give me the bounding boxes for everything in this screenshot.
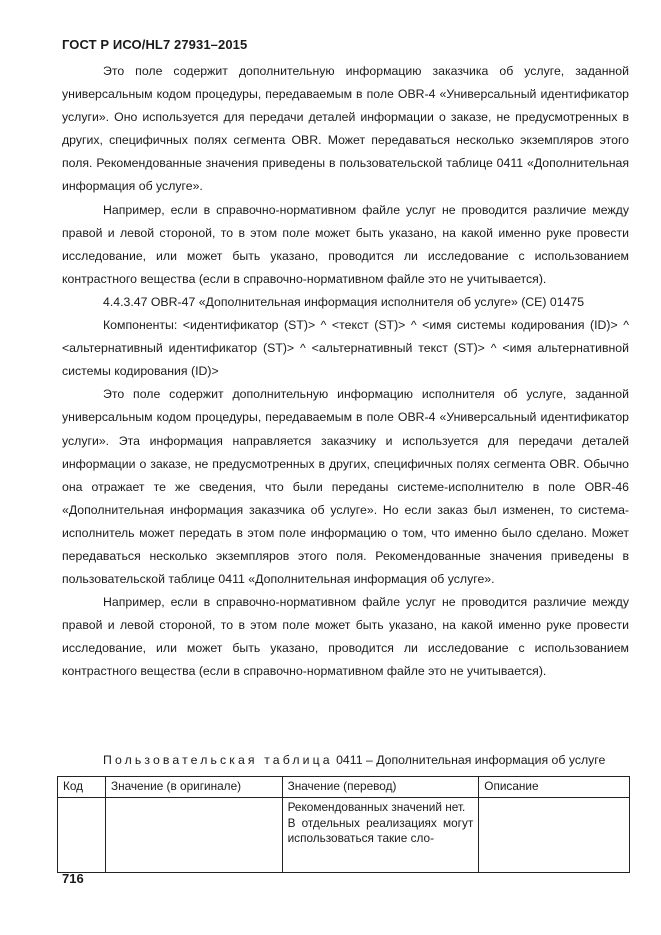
- paragraph: Компоненты: <идентификатор (ST)> ^ <текст (ST)> ^ <имя системы кодирования (ID)> ^ <альтернативный идентификатор (ST)> ^ <альтернативный текст (ST)> ^ <имя альтернативной системы кодирования (ID)>: [62, 318, 629, 379]
- translation-line: В отдельных реализациях могут использоваться такие сло-: [287, 815, 474, 845]
- cell-code: [58, 798, 106, 873]
- paragraph: Это поле содержит дополнительную информацию заказчика об услуге, заданной универсальным кодом процедуры, передаваемым в поле OBR-4 «Универсальный идентификатор услуги». Оно используется для передачи деталей информации о заказе, не предусмотренных в других, специфичных полях сегмента OBR. Может передаваться несколько экземпляров этого поля. Рекомендованные значения приведены в пользовательской таблице 0411 «Дополнительная информация об услуге».: [62, 64, 629, 194]
- user-table-0411: [57, 776, 630, 873]
- column-header-original: Значение (в оригинале): [105, 777, 282, 798]
- column-header-code: Код: [58, 777, 106, 798]
- cell-translation: [282, 798, 479, 873]
- paragraph: Например, если в справочно-нормативном файле услуг не проводится различие между правой и левой стороной, то в этом поле может быть указано, на какой именно руке провести исследование, или может быть указано, проводится ли исследование с использованием контрастного вещества (если в справочно-нормативном файле это не учитывается).: [62, 595, 629, 679]
- translation-line: Рекомендованных значений нет.: [287, 800, 466, 814]
- table-header-row: [58, 777, 630, 798]
- table-caption-label: Пользовательская таблица: [103, 753, 333, 767]
- body-text: [62, 60, 629, 684]
- document-header: ГОСТ Р ИСО/HL7 27931–2015: [62, 37, 248, 52]
- column-header-translation: Значение (перевод): [282, 777, 479, 798]
- paragraph: Например, если в справочно-нормативном файле услуг не проводится различие между правой и левой стороной, то в этом поле может быть указано, на какой именно руке провести исследование, или может быть указано, проводится ли исследование с использованием контрастного вещества (если в справочно-нормативном файле это не учитывается).: [62, 202, 629, 286]
- cell-original: [105, 798, 282, 873]
- table-row: [58, 798, 630, 873]
- table-caption: [103, 751, 629, 769]
- page-number: 716: [62, 871, 84, 886]
- section-heading: 4.4.3.47 OBR-47 «Дополнительная информация исполнителя об услуге» (CE) 01475: [103, 294, 585, 309]
- table-caption-title: 0411 – Дополнительная информация об услуге: [336, 753, 606, 767]
- column-header-description: Описание: [479, 777, 630, 798]
- paragraph: Это поле содержит дополнительную информацию исполнителя об услуге, заданной универсальным кодом процедуры, передаваемым в поле OBR-4 «Универсальный идентификатор услуги». Эта информация направляется заказчику и используется для передачи деталей информации о заказе, не предусмотренных в других, специфичных полях сегмента OBR. Обычно она отражает те же сведения, что были переданы системе-исполнителю в поле OBR-46 «Дополнительная информация заказчика об услуге». Но если заказ был изменен, то система-исполнитель может передать в этом поле информацию о том, что именно было сделано. Может передаваться несколько экземпляров этого поля. Рекомендованные значения приведены в пользовательской таблице 0411 «Дополнительная информация об услуге».: [62, 387, 629, 587]
- cell-description: [479, 798, 630, 873]
